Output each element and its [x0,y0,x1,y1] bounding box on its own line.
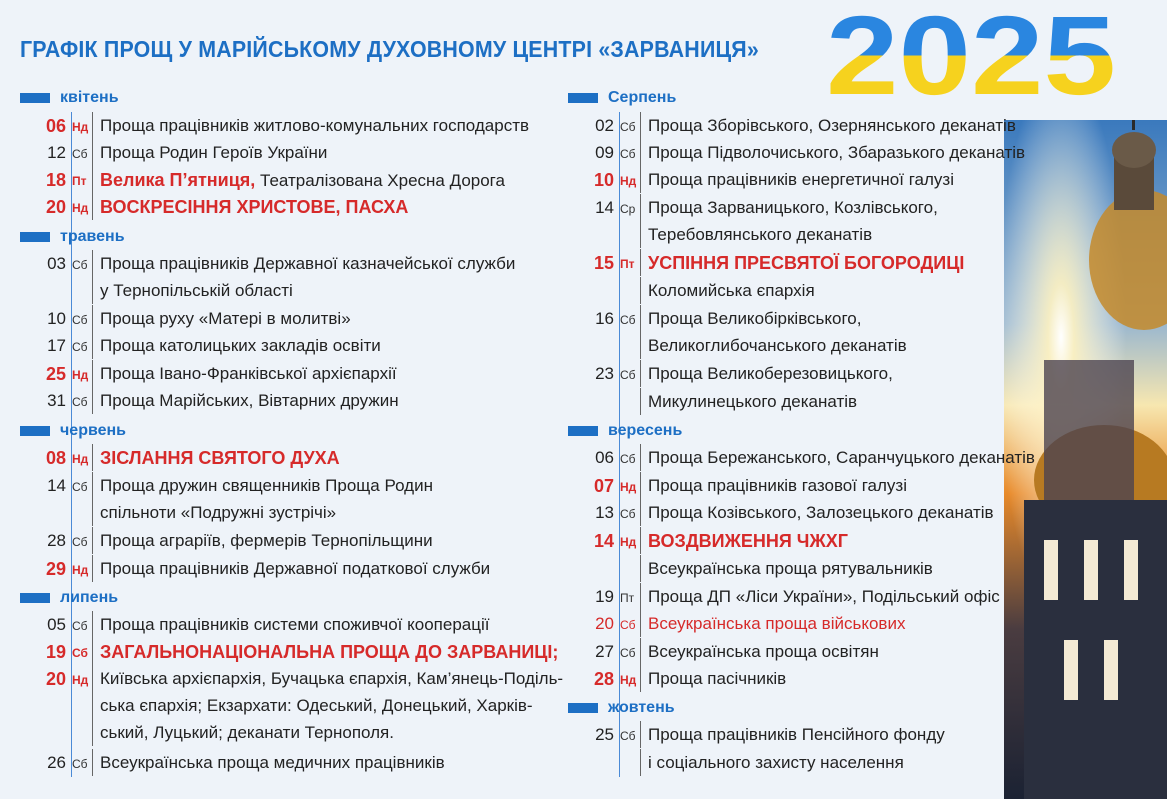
event-row-continued: Коломийська єпархія [568,277,1038,304]
month-header-september: вересень [568,422,682,440]
event-row: 20 Нд Київська архієпархія, Бучацька єпархія, Кам’янець-Поділь- [20,665,580,692]
month-header-october: жовтень [568,699,675,717]
month-header-july: липень [20,589,118,607]
event-row: 07 Нд Проща працівників газової галузі [568,472,1038,499]
event-row: 12 Сб Проща Родин Героїв України [20,139,580,166]
event-row: 02 Сб Проща Зборівського, Озернянського деканатів [568,112,1038,139]
event-row: 15 Пт УСПІННЯ ПРЕСВЯТОЇ БОГОРОДИЦІ [568,249,1038,276]
event-row: 19 Сб ЗАГАЛЬНОНАЦІОНАЛЬНА ПРОЩА ДО ЗАРВАНИЦІ; [20,638,580,665]
event-row: 27 Сб Всеукраїнська проща освітян [568,638,1038,665]
event-row: 14 Нд ВОЗДВИЖЕННЯ ЧЖХГ [568,527,1038,554]
event-row: 14 Ср Проща Зарваницького, Козлівського, [568,194,1038,221]
event-row: 28 Сб Проща аграріїв, фермерів Тернопільщини [20,527,580,554]
event-row: 03 Сб Проща працівників Державної казначейської служби [20,250,580,277]
page-title: ГРАФІК ПРОЩ У МАРІЙСЬКОМУ ДУХОВНОМУ ЦЕНТРІ «ЗАРВАНИЦЯ» [20,36,759,62]
event-row: 25 Сб Проща працівників Пенсійного фонду [568,721,1038,748]
month-header-may: травень [20,228,125,246]
event-row: 23 Сб Проща Великоберезовицького, [568,360,1038,387]
month-header-june: червень [20,422,126,440]
event-row-continued: ський, Луцький; деканати Тернополя. [20,719,580,746]
event-row: 25 Нд Проща Івано-Франківської архієпархії [20,360,580,387]
event-row: 19 Пт Проща ДП «Ліси України», Подільський офіс [568,583,1038,610]
month-header-august: Серпень [568,89,676,107]
event-row: 18 Пт Велика П’ятниця, Театралізована Хресна Дорога [20,166,580,193]
event-row: 13 Сб Проща Козівського, Залозецького деканатів [568,499,1038,526]
event-row: 29 Нд Проща працівників Державної податкової служби [20,555,580,582]
event-row-continued: Великоглибочанського деканатів [568,332,1038,359]
event-row-continued: Всеукраїнська проща рятувальників [568,555,1038,582]
event-row: 20 Сб Всеукраїнська проща військових [568,610,1038,637]
event-row-continued: Теребовлянського деканатів [568,221,1038,248]
event-row-continued: у Тернопільській області [20,277,580,304]
event-row: 09 Сб Проща Підволочиського, Збаразького деканатів [568,139,1038,166]
year-logo [826,2,1116,102]
month-header-april: квітень [20,89,119,107]
event-row-continued: спільноти «Подружні зустрічі» [20,499,580,526]
event-row: 17 Сб Проща католицьких закладів освіти [20,332,580,359]
event-row: 20 Нд ВОСКРЕСІННЯ ХРИСТОВЕ, ПАСХА [20,193,580,220]
year-text: 2025 [826,2,1116,102]
event-row: 06 Нд Проща працівників житлово-комунальних господарств [20,112,580,139]
event-row: 26 Сб Всеукраїнська проща медичних працівників [20,749,580,776]
event-row: 06 Сб Проща Бережанського, Саранчуцького деканатів [568,444,1038,471]
event-row: 14 Сб Проща дружин священників Проща Родин [20,472,580,499]
event-row: 05 Сб Проща працівників системи споживчої кооперації [20,611,580,638]
event-row: 16 Сб Проща Великобірківського, [568,305,1038,332]
event-row-continued: і соціального захисту населення [568,749,1038,776]
event-row: 28 Нд Проща пасічників [568,665,1038,692]
event-row: 10 Сб Проща руху «Матері в молитві» [20,305,580,332]
event-row: 31 Сб Проща Марійських, Вівтарних дружин [20,387,580,414]
event-row-continued: ська єпархія; Екзархати: Одеський, Донецький, Харків- [20,692,580,719]
event-row-continued: Микулинецького деканатів [568,388,1038,415]
event-row: 10 Нд Проща працівників енергетичної галузі [568,166,1038,193]
event-row: 08 Нд ЗІСЛАННЯ СВЯТОГО ДУХА [20,444,580,471]
